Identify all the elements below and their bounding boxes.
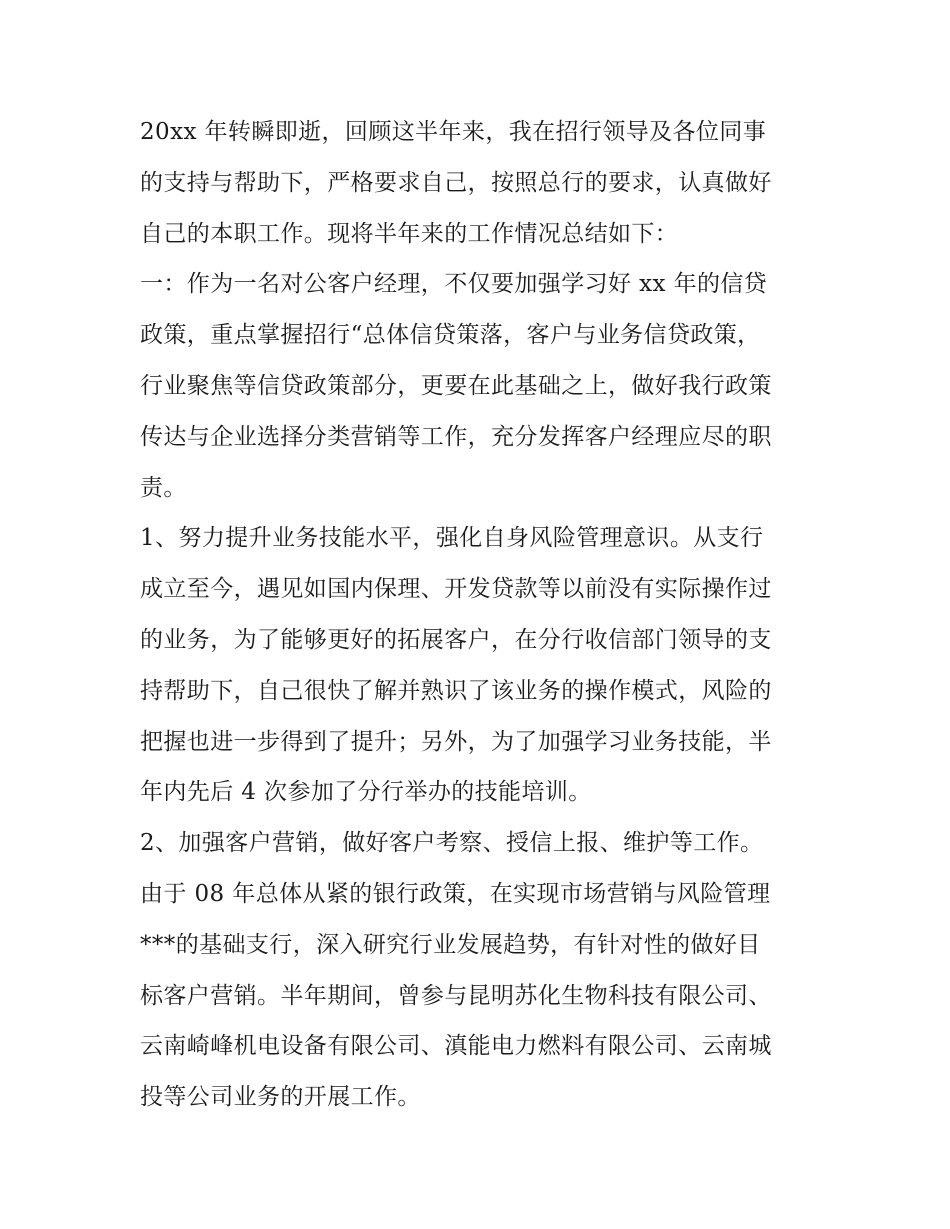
text-line: 云南崎峰机电设备有限公司、滇能电力燃料有限公司、云南城 [140,1033,772,1060]
text-line: 标客户营销。半年期间，曾参与昆明苏化生物科技有限公司、 [140,982,772,1009]
text-line: 自己的本职工作。现将半年来的工作情况总结如下： [140,220,679,247]
text-line: 1、努力提升业务技能水平，强化自身风险管理意识。从支行 [140,525,764,552]
text-line: 年内先后 4 次参加了分行举办的技能培训。 [140,779,592,806]
text-line: 成立至今，遇见如国内保理、开发贷款等以前没有实际操作过 [140,576,772,603]
text-line: 持帮助下，自己很快了解并熟识了该业务的操作模式，风险的 [140,677,772,704]
document-body [140,107,820,1123]
text-line: 行业聚焦等信贷政策部分，更要在此基础之上，做好我行政策 [140,372,772,399]
text-line: 的业务，为了能够更好的拓展客户，在分行收信部门领导的支 [140,626,772,653]
text-line: 2、加强客户营销，做好客户考察、授信上报、维护等工作。 [140,830,764,857]
text-line: 一：作为一名对公客户经理，不仅要加强学习好 xx 年的信贷 [140,271,768,298]
text-line: 政策，重点掌握招行“总体信贷策落，客户与业务信贷政策， [140,322,761,349]
text-line: 的支持与帮助下，严格要求自己，按照总行的要求，认真做好 [140,169,772,196]
text-line: 把握也进一步得到了提升；另外，为了加强学习业务技能，半 [140,728,772,755]
text-line: 传达与企业选择分类营销等工作，充分发挥客户经理应尽的职 [140,423,772,450]
text-line: ***的基础支行，深入研究行业发展趋势，有针对性的做好目 [140,931,761,958]
text-line: 责。 [140,474,187,501]
text-line: 投等公司业务的开展工作。 [140,1084,421,1111]
text-line: 由于 08 年总体从紧的银行政策，在实现市场营销与风险管理 [140,880,771,907]
text-line: 20xx 年转瞬即逝，回顾这半年来，我在招行领导及各位同事 [140,119,767,145]
